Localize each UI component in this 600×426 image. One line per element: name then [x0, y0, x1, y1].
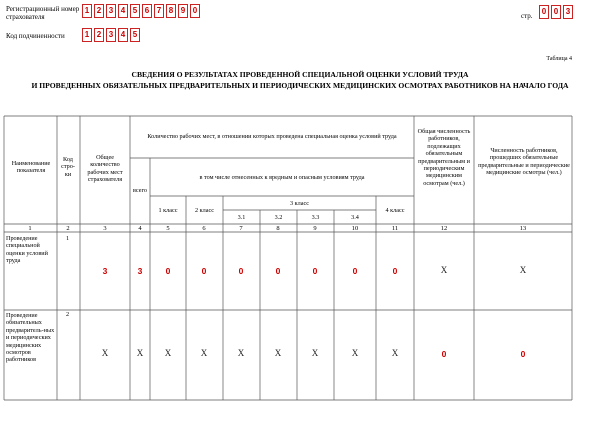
row-2-total: X	[101, 348, 109, 358]
col-header-workers-done: Численность работников, прошедших обязательные предварительные и периодические медицинские осмотры (чел.)	[478, 147, 570, 177]
col-number: 13	[519, 225, 527, 232]
reg-digit[interactable]: 1	[82, 4, 92, 18]
page-digit[interactable]: 0	[539, 5, 549, 19]
col-number: 7	[239, 225, 243, 232]
page-label: стр.	[521, 12, 533, 20]
row-2-workers-done[interactable]: 0	[520, 349, 526, 359]
col-header-harmful: в том числе отнесенных к вредным и опасным условиям труда	[199, 174, 365, 181]
reg-digit[interactable]: 4	[118, 4, 128, 18]
sub-digit[interactable]: 1	[82, 28, 92, 42]
row-1-total[interactable]: 3	[102, 266, 108, 276]
row-1-name: Проведение специальной оценки условий труда	[6, 235, 48, 265]
col-header-class3-3: 3.3	[311, 214, 320, 221]
row-2-class3-3: X	[311, 348, 319, 358]
sub-digit[interactable]: 4	[118, 28, 128, 42]
reg-digit[interactable]: 5	[130, 4, 140, 18]
row-1-workers-total: X	[440, 265, 448, 275]
page-digit[interactable]: 0	[551, 5, 561, 19]
col-number: 12	[440, 225, 448, 232]
row-2-all: X	[136, 348, 144, 358]
row-2-name: Проведение обязательных предваритель-ных и периодических медицинских осмотров работников	[6, 312, 55, 364]
reg-number-label: Регистрационный номер страхователя	[6, 5, 80, 21]
col-header-class2: 2 класс	[195, 207, 214, 214]
col-number: 1	[28, 225, 32, 232]
row-1-workers-done: X	[519, 265, 527, 275]
row-2-class1: X	[164, 348, 172, 358]
col-number: 9	[313, 225, 317, 232]
row-1-all[interactable]: 3	[137, 266, 143, 276]
col-number: 11	[391, 225, 399, 232]
table-number-note: Таблица 4	[546, 56, 572, 62]
col-header-class3-1: 3.1	[237, 214, 246, 221]
col-header-all: всего	[133, 187, 147, 194]
subordination-code-label: Код подчиненности	[6, 32, 65, 40]
reg-digit[interactable]: 9	[178, 4, 188, 18]
col-header-class1: 1 класс	[158, 207, 178, 214]
row-1-class4[interactable]: 0	[392, 266, 398, 276]
sub-digit[interactable]: 2	[94, 28, 104, 42]
col-number: 8	[276, 225, 280, 232]
row-1-class3-1[interactable]: 0	[238, 266, 244, 276]
col-number: 2	[66, 225, 70, 232]
row-1-class2[interactable]: 0	[201, 266, 207, 276]
row-2-class2: X	[200, 348, 208, 358]
col-number: 10	[351, 225, 359, 232]
col-header-class3-4: 3.4	[351, 214, 359, 221]
col-header-class3-2: 3.2	[274, 214, 283, 221]
col-header-name: Наименование показателя	[11, 160, 51, 175]
col-header-sout: Количество рабочих мест, в отношении которых проведена специальная оценка условий труда	[147, 133, 397, 140]
row-2-class3-4: X	[351, 348, 359, 358]
row-1-class3-4[interactable]: 0	[352, 266, 358, 276]
row-1-class1[interactable]: 0	[165, 266, 171, 276]
row-2-code: 2	[66, 311, 70, 318]
reg-digit[interactable]: 7	[154, 4, 164, 18]
col-header-code: Код стро-ки	[61, 156, 75, 178]
row-2-class3-1: X	[237, 348, 245, 358]
col-number: 3	[103, 225, 107, 232]
col-number: 6	[202, 225, 206, 232]
row-1-class3-2[interactable]: 0	[275, 266, 281, 276]
reg-digit[interactable]: 8	[166, 4, 176, 18]
row-2-class4: X	[391, 348, 399, 358]
col-header-class4: 4 класс	[385, 207, 405, 214]
col-header-workers-total: Общая численность работников, подлежащих обязательным предварительным и периодическим медицинским осмотрам (чел.)	[417, 128, 471, 187]
report-title-line-2: И ПРОВЕДЕННЫХ ОБЯЗАТЕЛЬНЫХ ПРЕДВАРИТЕЛЬНЫХ И ПЕРИОДИЧЕСКИХ МЕДИЦИНСКИХ ОСМОТРАХ РАБОТНИКОВ НА НАЧАЛО ГОДА	[31, 81, 569, 90]
row-2-workers-total[interactable]: 0	[441, 349, 447, 359]
row-1-class3-3[interactable]: 0	[312, 266, 318, 276]
reg-digit[interactable]: 2	[94, 4, 104, 18]
sub-digit[interactable]: 5	[130, 28, 140, 42]
reg-digit[interactable]: 0	[190, 4, 200, 18]
report-title-line-1: СВЕДЕНИЯ О РЕЗУЛЬТАТАХ ПРОВЕДЕННОЙ СПЕЦИАЛЬНОЙ ОЦЕНКИ УСЛОВИЙ ТРУДА	[131, 70, 469, 79]
col-number: 5	[166, 225, 170, 232]
sub-digit[interactable]: 3	[106, 28, 116, 42]
reg-digit[interactable]: 3	[106, 4, 116, 18]
page-digit[interactable]: 3	[563, 5, 573, 19]
row-1-code: 1	[66, 235, 70, 242]
row-2-class3-2: X	[274, 348, 282, 358]
col-header-class3: 3 класс	[290, 200, 309, 207]
col-header-total: Общее количество рабочих мест страхователя	[87, 154, 123, 184]
col-number: 4	[138, 225, 142, 232]
reg-digit[interactable]: 6	[142, 4, 152, 18]
